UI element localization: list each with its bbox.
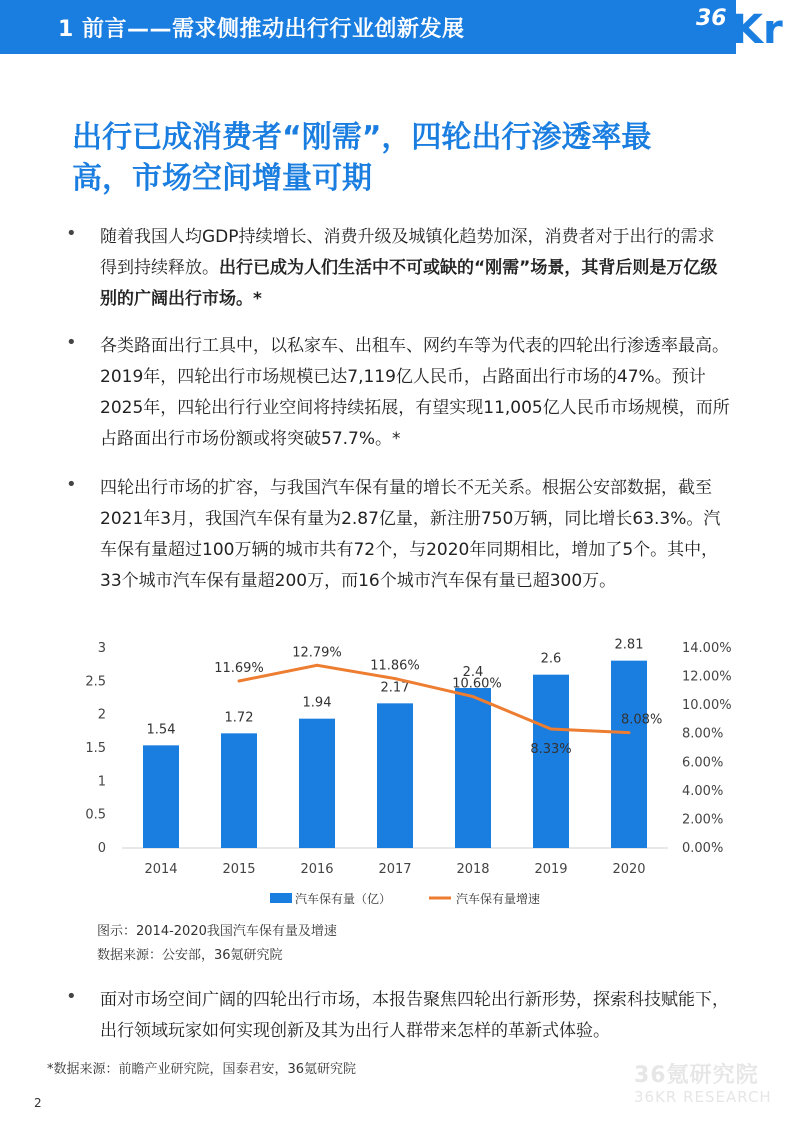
y-left-tick-label: 2.5 bbox=[85, 674, 106, 690]
y-right-tick-label: 14.00% bbox=[682, 641, 732, 656]
bullet-icon: • bbox=[66, 986, 77, 1007]
paragraph-four-wheel: 各类路面出行工具中，以私家车、出租车、网约车等为代表的四轮出行渗透率最高。2019年，四轮出行市场规模已达7,119亿人民币，占路面出行市场的47%。预计2025年，四轮出行行业空间将持续拓展，有望实现11,005亿人民币市场规模，而所占路面出行市场份额或将突破57.7%。* bbox=[100, 336, 730, 449]
y-right-tick-label: 8.00% bbox=[682, 726, 724, 742]
logo-letters: Kr bbox=[732, 7, 783, 53]
y-left-tick-label: 1 bbox=[97, 774, 106, 790]
x-tick-label: 2018 bbox=[456, 862, 490, 877]
section-title: 1 前言——需求侧推动出行行业创新发展 bbox=[58, 17, 465, 42]
legend-swatch-bar bbox=[270, 893, 292, 903]
paragraph-text: 随着我国人均GDP持续增长、消费升级及城镇化趋势加深，消费者对于出行的需求得到持续释放。 bbox=[100, 227, 715, 278]
y-left-tick-label: 0 bbox=[97, 841, 106, 856]
growth-line bbox=[239, 665, 629, 732]
growth-point bbox=[316, 664, 319, 667]
y-left-tick-label: 2 bbox=[97, 707, 106, 723]
y-right-tick-label: 6.00% bbox=[682, 755, 724, 771]
bar-value-label: 1.72 bbox=[224, 710, 254, 726]
y-right-tick-label: 4.00% bbox=[682, 783, 724, 799]
bar bbox=[455, 688, 491, 848]
bar bbox=[221, 733, 257, 848]
bar bbox=[299, 719, 335, 848]
y-left-tick-label: 0.5 bbox=[85, 807, 106, 823]
growth-value-label: 10.60% bbox=[452, 676, 502, 692]
growth-point bbox=[628, 731, 631, 734]
paragraph-car-ownership: 四轮出行市场的扩容，与我国汽车保有量的增长不无关系。根据公安部数据，截至2021年3月，我国汽车保有量为2.87亿量，新注册750万辆，同比增长63.3%。汽车保有量超过100万辆的城市共有72个，与2020年同期相比，增加了5个。其中，33个城市汽车保有量超200万，而16个城市汽车保有量已超300万。 bbox=[100, 478, 721, 591]
legend-label-bar: 汽车保有量（亿） bbox=[295, 892, 392, 906]
bar bbox=[377, 703, 413, 848]
x-tick-label: 2017 bbox=[378, 862, 412, 877]
headline-line-1: 出行已成消费者“刚需”，四轮出行渗透率最 bbox=[72, 120, 652, 155]
bar bbox=[611, 661, 647, 848]
x-tick-label: 2019 bbox=[534, 862, 568, 877]
page-number: 2 bbox=[34, 1096, 42, 1110]
bar-value-label: 2.6 bbox=[540, 651, 562, 667]
bar bbox=[143, 745, 179, 848]
growth-value-label: 12.79% bbox=[292, 645, 342, 661]
bar-value-label: 1.94 bbox=[302, 695, 332, 711]
bar-value-label: 1.54 bbox=[146, 722, 176, 738]
watermark-en: 36KR RESEARCH bbox=[634, 1088, 772, 1106]
data-source-caption: 数据来源：公安部，36氪研究院 bbox=[97, 948, 283, 963]
page-headline bbox=[72, 117, 732, 199]
growth-point bbox=[394, 677, 397, 680]
watermark-cn: 36氪研究院 bbox=[634, 1063, 759, 1088]
y-right-tick-label: 12.00% bbox=[682, 669, 732, 685]
legend-label-line: 汽车保有量增速 bbox=[456, 892, 541, 906]
bar bbox=[533, 675, 569, 848]
growth-value-label: 11.69% bbox=[214, 661, 264, 676]
y-left-tick-label: 3 bbox=[97, 641, 106, 656]
headline-line-2: 高，市场空间增量可期 bbox=[72, 161, 372, 196]
growth-value-label: 8.33% bbox=[530, 742, 572, 757]
y-right-tick-label: 10.00% bbox=[682, 698, 732, 714]
bullet-icon: • bbox=[66, 332, 77, 353]
paragraph-bold-text: 出行已成为人们生活中不可或缺的“刚需”场景，其背后则是万亿级别的广阔出行市场。* bbox=[100, 258, 718, 309]
header-bar bbox=[0, 0, 736, 54]
y-right-tick-label: 0.00% bbox=[682, 841, 724, 856]
bullet-icon: • bbox=[66, 223, 77, 244]
figure-caption: 图示：2014-2020我国汽车保有量及增速 bbox=[97, 924, 337, 939]
bullet-icon: • bbox=[66, 474, 77, 495]
growth-value-label: 8.08% bbox=[621, 712, 663, 728]
bar-value-label: 2.81 bbox=[614, 637, 644, 653]
paragraph-report-focus: 面对市场空间广阔的四轮出行市场，本报告聚焦四轮出行新形势，探索科技赋能下，出行领域玩家如何实现创新及其为出行人群带来怎样的革新式体验。 bbox=[100, 990, 729, 1041]
car-ownership-chart bbox=[80, 636, 740, 916]
growth-point bbox=[472, 695, 475, 698]
logo-number: 36 bbox=[696, 6, 727, 31]
paragraph-gdp bbox=[100, 222, 730, 315]
36kr-logo bbox=[696, 6, 794, 52]
x-tick-label: 2015 bbox=[222, 862, 256, 877]
y-left-tick-label: 1.5 bbox=[85, 741, 106, 756]
y-right-tick-label: 2.00% bbox=[682, 812, 724, 828]
bar-value-label: 2.17 bbox=[380, 680, 410, 696]
footnote: *数据来源：前瞻产业研究院，国泰君安，36氪研究院 bbox=[47, 1062, 357, 1077]
bar-value-label: 2.4 bbox=[462, 665, 484, 680]
growth-point bbox=[238, 680, 241, 683]
x-tick-label: 2014 bbox=[144, 862, 178, 877]
growth-value-label: 11.86% bbox=[370, 658, 420, 674]
growth-point bbox=[550, 728, 553, 731]
x-tick-label: 2016 bbox=[300, 862, 334, 877]
x-tick-label: 2020 bbox=[612, 862, 646, 877]
